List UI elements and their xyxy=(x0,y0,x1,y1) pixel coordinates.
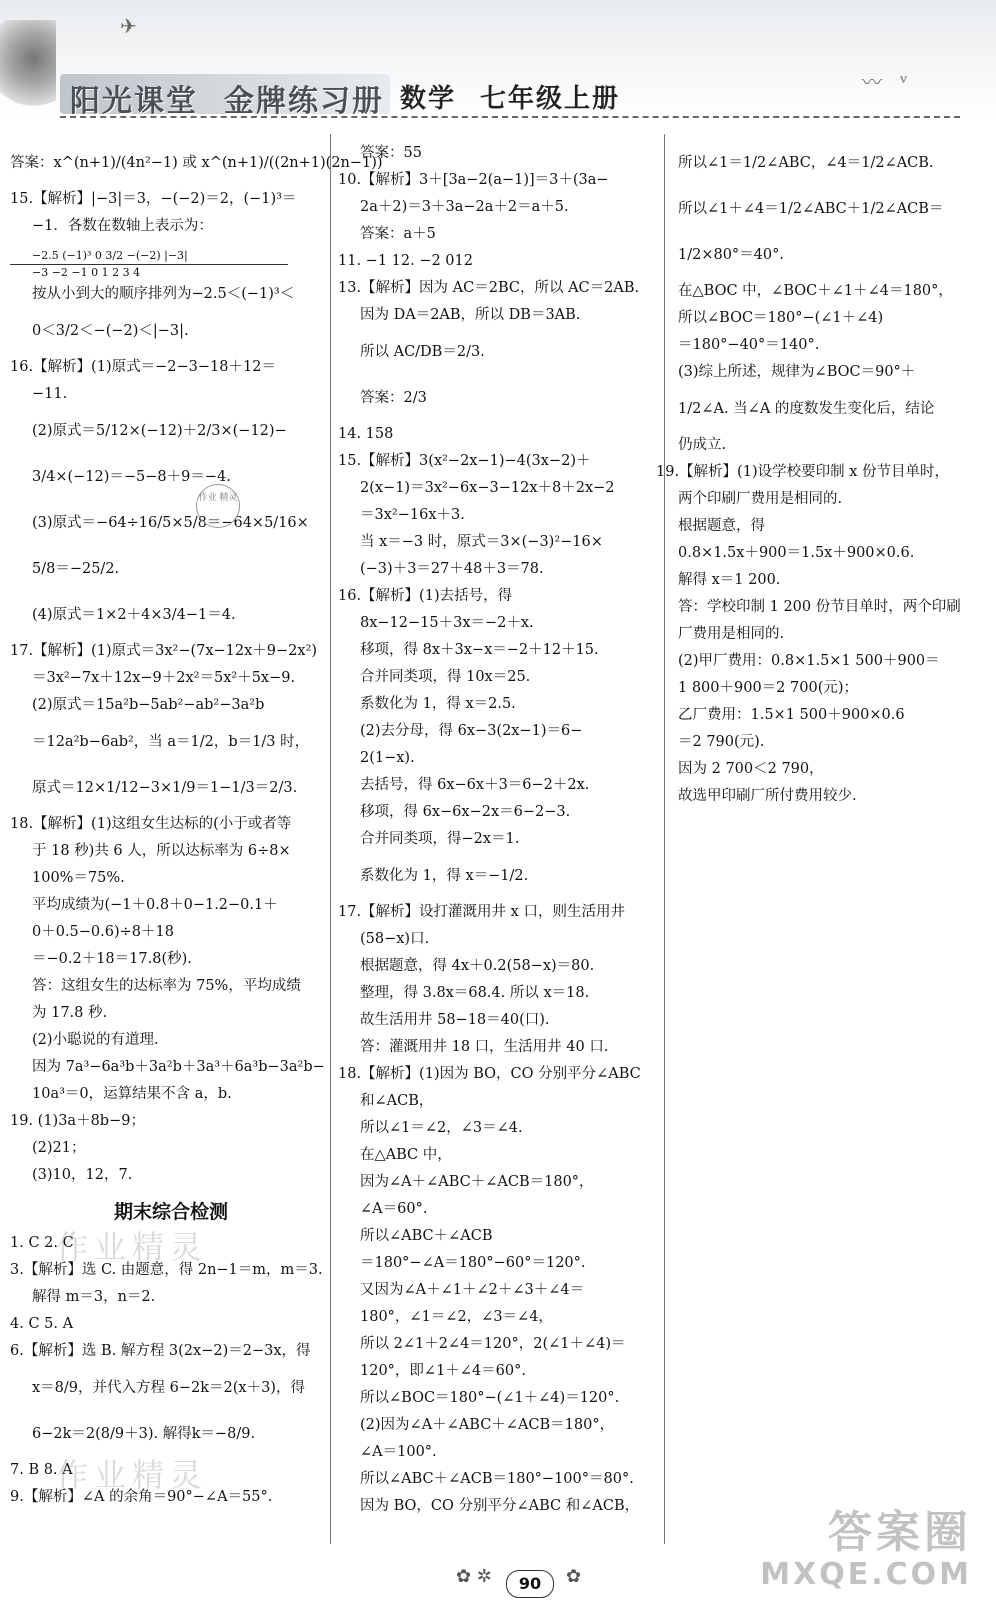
solution-line: 移项，得 6x−6x−2x＝6−2−3. xyxy=(360,804,571,820)
solution-line: 10.【解析】3＋[3a−2(a−1)]＝3＋(3a− xyxy=(338,172,609,188)
solution-line: ＝180°−40°＝140°. xyxy=(678,337,820,353)
solution-line: 又因为∠A＋∠1＋∠2＋∠3＋∠4＝ xyxy=(360,1282,585,1298)
solution-line: 0＜3/2＜−(−2)＜|−3|. xyxy=(32,323,189,339)
solution-line: (3)10，12，7. xyxy=(32,1167,133,1183)
grade-label: 七年级上册 xyxy=(480,84,621,114)
header-rule xyxy=(60,116,960,118)
solution-line: 去括号，得 6x−6x＋3＝6−2＋2x. xyxy=(360,777,590,793)
solution-line: 18.【解析】(1)这组女生达标的(小于或者等 xyxy=(10,816,292,832)
solution-line: 平均成绩为(−1＋0.8＋0−1.2−0.1＋ xyxy=(32,897,278,913)
solution-line: 厂费用是相同的. xyxy=(678,626,785,642)
solution-line: 180°，∠1＝∠2，∠3＝∠4， xyxy=(360,1309,553,1325)
solution-line: 所以∠1＝∠2，∠3＝∠4. xyxy=(360,1120,523,1136)
solution-line: 1/2×80°＝40°. xyxy=(678,247,784,263)
answer-line: 答案：a＋5 xyxy=(360,226,436,242)
solution-line: (2)甲厂费用：0.8×1.5×1 500＋900＝ xyxy=(678,653,940,669)
solution-line: 所以∠BOC＝180°−(∠1＋∠4) xyxy=(678,310,884,326)
solution-line: −1．各数在数轴上表示为： xyxy=(32,218,213,234)
solution-line: 因为 7a³−6a³b＋3a²b＋3a³＋6a³b−3a²b− xyxy=(32,1059,325,1075)
book-subject xyxy=(400,78,620,115)
solution-line: 合并同类项，得 10x＝25. xyxy=(360,669,531,685)
bird-icon: 〰 xyxy=(862,70,882,94)
solution-line: 16.【解析】(1)原式＝−2−3−18＋12＝ xyxy=(10,359,276,375)
solution-line: 19. (1)3a＋8b−9； xyxy=(10,1113,145,1129)
answer-line: 7. B 8. A xyxy=(10,1462,73,1478)
solution-line: 所以∠ABC＋∠ACB＝180°−100°＝80°. xyxy=(360,1471,634,1487)
watermark: 作业精灵 xyxy=(56,1228,209,1266)
solution-line: 合并同类项，得−2x＝1. xyxy=(360,831,520,847)
bird-icon: ᵛ xyxy=(900,70,908,94)
solution-line: 所以∠ABC＋∠ACB xyxy=(360,1228,493,1244)
solution-line: ∠A＝100°. xyxy=(360,1444,437,1460)
solution-line: 所以∠BOC＝180°−(∠1＋∠4)＝120°. xyxy=(360,1390,620,1406)
series-title-part2: 金牌练习册 xyxy=(224,84,384,119)
solution-line: 系数化为 1，得 x＝−1/2. xyxy=(360,868,529,884)
solution-line: (3)原式＝−64÷16/5×5/8＝−64×5/16× xyxy=(32,515,309,531)
solution-line: 0.8×1.5x＋900＝1.5x＋900×0.6. xyxy=(678,545,915,561)
flower-icon: ✿ xyxy=(566,1566,582,1587)
solution-line: 18.【解析】(1)因为 BO，CO 分别平分∠ABC xyxy=(338,1066,641,1082)
solution-line: (2)原式＝15a²b−5ab²−ab²−3a²b xyxy=(32,697,265,713)
solution-line: 0＋0.5−0.6)÷8＋18 xyxy=(32,924,174,940)
solution-line: 16.【解析】(1)去括号，得 xyxy=(338,588,513,604)
solution-line: 1/2∠A. 当∠A 的度数发生变化后，结论 xyxy=(678,401,935,417)
answer-line: 答案：x^(n+1)/(4n²−1) 或 x^(n+1)/((2n+1)(2n−1)) xyxy=(10,155,383,171)
solution-line: 3.【解析】选 C. 由题意，得 2n−1＝m，m＝3. xyxy=(10,1262,323,1278)
solution-line: 为 17.8 秒. xyxy=(32,1005,108,1021)
solution-line: 17.【解析】设打灌溉用井 x 口，则生活用井 xyxy=(338,904,625,920)
solution-line: ＝2 790(元). xyxy=(678,734,765,750)
header-illustration xyxy=(0,20,56,116)
solution-line: 所以 2∠1＋2∠4＝120°，2(∠1＋∠4)＝ xyxy=(360,1336,626,1352)
solution-line: 13.【解析】因为 AC＝2BC，所以 AC＝2AB. xyxy=(338,280,640,296)
column-middle xyxy=(338,140,656,1520)
solution-line: 原式＝12×1/12−3×1/9＝1−1/3＝2/3. xyxy=(32,780,298,796)
solution-line: 3/4×(−12)＝−5−8＋9＝−4. xyxy=(32,469,231,485)
series-title xyxy=(70,76,384,120)
number-line-labels: −2.5 (−1)³ 0 3/2 −(−2) |−3| xyxy=(32,249,188,262)
solution-line: −11. xyxy=(32,386,68,402)
paper-plane-icon: ✈ xyxy=(120,14,137,38)
solution-line: ＝3x²−16x＋3. xyxy=(360,507,465,523)
solution-line: 在△BOC 中，∠BOC＋∠1＋∠4＝180°， xyxy=(678,283,953,299)
solution-line: 5/8＝−25/2. xyxy=(32,561,120,577)
number-line-ticks: −3 −2 −1 0 1 2 3 4 xyxy=(10,264,288,281)
solution-line: 100%＝75%. xyxy=(32,870,125,886)
solution-line: 6−2k＝2(8/9＋3). 解得k＝−8/9. xyxy=(32,1426,256,1442)
solution-line: 故选甲印刷厂所付费用较少. xyxy=(678,788,857,804)
solution-line: 因为 DA＝2AB，所以 DB＝3AB. xyxy=(360,307,581,323)
solution-line: 两个印刷厂费用是相同的. xyxy=(678,491,843,507)
solution-line: 和∠ACB， xyxy=(360,1093,434,1109)
subject-label: 数学 xyxy=(400,84,457,114)
watermark-logo: 答案圈 xyxy=(828,1507,972,1558)
solution-line: 2(1−x). xyxy=(360,750,415,766)
solution-line: 2a＋2)＝3＋3a−2a＋2＝a＋5. xyxy=(360,199,569,215)
page-header xyxy=(0,0,996,118)
solution-line: 根据题意，得 4x＋0.2(58−x)＝80. xyxy=(360,958,595,974)
solution-line: 答：这组女生的达标率为 75%，平均成绩 xyxy=(32,978,301,994)
section-title: 期末综合检测 xyxy=(113,1201,228,1223)
column-right xyxy=(656,140,974,810)
solution-line: 所以 AC/DB＝2/3. xyxy=(360,344,485,360)
solution-line: 9.【解析】∠A 的余角＝90°−∠A＝55°. xyxy=(10,1489,273,1505)
solution-line: 所以∠1＋∠4＝1/2∠ABC＋1/2∠ACB＝ xyxy=(678,201,944,217)
solution-line: (2)因为∠A＋∠ABC＋∠ACB＝180°， xyxy=(360,1417,615,1433)
solution-line: ＝180°−∠A＝180°−60°＝120°. xyxy=(360,1255,586,1271)
solution-line: 因为 BO，CO 分别平分∠ABC 和∠ACB， xyxy=(360,1498,640,1514)
solution-line: 1 800＋900＝2 700(元)； xyxy=(678,680,859,696)
solution-line: 19.【解析】(1)设学校要印制 x 份节目单时， xyxy=(656,464,949,480)
solution-line: ＝3x²−7x＋12x−9＋2x²＝5x²＋5x−9. xyxy=(32,670,296,686)
solution-line: (2)21； xyxy=(32,1140,86,1156)
solution-line: 解得 m＝3，n＝2. xyxy=(32,1289,156,1305)
watermark-url: MXQE.COM xyxy=(760,1557,972,1592)
solution-line: 于 18 秒)共 6 人，所以达标率为 6÷8× xyxy=(32,843,291,859)
solution-line: ＝12a²b−6ab²，当 a＝1/2，b＝1/3 时， xyxy=(32,734,310,750)
solution-line: 在△ABC 中， xyxy=(360,1147,452,1163)
page-number: 90 xyxy=(506,1570,554,1598)
solution-line: x＝8/9，并代入方程 6−2k＝2(x＋3)，得 xyxy=(32,1380,305,1396)
solution-line: (3)综上所述，规律为∠BOC＝90°＋ xyxy=(678,364,916,380)
solution-line: 当 x＝−3 时，原式＝3×(−3)²−16× xyxy=(360,534,603,550)
solution-line: 整理，得 3.8x＝68.4. 所以 x＝18. xyxy=(360,985,590,1001)
solution-line: 6.【解析】选 B. 解方程 3(2x−2)＝2−3x，得 xyxy=(10,1343,311,1359)
solution-line: ∠A＝60°. xyxy=(360,1201,428,1217)
solution-line: ＝−0.2＋18＝17.8(秒). xyxy=(32,951,192,967)
answer-line: 1. C 2. C xyxy=(10,1235,74,1251)
solution-line: 答：学校印制 1 200 份节目单时，两个印刷 xyxy=(678,599,961,615)
solution-line: 15.【解析】|−3|＝3，−(−2)＝2，(−1)³＝ xyxy=(10,191,297,207)
solution-line: 按从小到大的顺序排列为−2.5＜(−1)³＜ xyxy=(32,286,295,302)
solution-line: 乙厂费用：1.5×1 500＋900×0.6 xyxy=(678,707,905,723)
column-divider xyxy=(664,134,665,1544)
solution-line: 因为 2 700＜2 790， xyxy=(678,761,824,777)
watermark: 作业精灵 xyxy=(56,1456,209,1494)
solution-line: (58−x)口. xyxy=(360,931,430,947)
solution-line: 所以∠1＝1/2∠ABC，∠4＝1/2∠ACB. xyxy=(678,155,934,171)
solution-line: 答：灌溉用井 18 口，生活用井 40 口. xyxy=(360,1039,609,1055)
flower-icon: ✿ ✲ xyxy=(456,1566,492,1587)
solution-line: 系数化为 1，得 x＝2.5. xyxy=(360,696,516,712)
solution-line: 解得 x＝1 200. xyxy=(678,572,781,588)
solution-line: 根据题意，得 xyxy=(678,518,765,534)
solution-line: 17.【解析】(1)原式＝3x²−(7x−12x＋9−2x²) xyxy=(10,643,318,659)
solution-line: (2)去分母，得 6x−3(2x−1)＝6− xyxy=(360,723,583,739)
series-title-part1: 阳光课堂 xyxy=(70,84,198,119)
answer-line: 4. C 5. A xyxy=(10,1316,74,1332)
answer-line: 答案：2/3 xyxy=(360,390,427,406)
solution-line: 10a³＝0，运算结果不含 a，b. xyxy=(32,1086,232,1102)
solution-line: (2)原式＝5/12×(−12)＋2/3×(−12)− xyxy=(32,423,287,439)
solution-line: 120°，即∠1＋∠4＝60°. xyxy=(360,1363,526,1379)
answer-line: 答案：55 xyxy=(360,145,422,161)
answer-line: 11. −1 12. −2 012 xyxy=(338,253,473,269)
answer-line: 14. 158 xyxy=(338,426,394,442)
solution-line: (4)原式＝1×2＋4×3/4−1＝4. xyxy=(32,607,236,623)
solution-line: 因为∠A＋∠ABC＋∠ACB＝180°， xyxy=(360,1174,594,1190)
solution-line: 故生活用井 58−18＝40(口). xyxy=(360,1012,550,1028)
solution-line: 8x−12−15＋3x＝−2＋x. xyxy=(360,615,534,631)
solution-line: 2(x−1)＝3x²−6x−3−12x＋8＋2x−2 xyxy=(360,480,615,496)
solution-line: (−3)＋3＝27＋48＋3＝78. xyxy=(360,561,544,577)
solution-line: 15.【解析】3(x²−2x−1)−4(3x−2)＋ xyxy=(338,453,591,469)
solution-line: (2)小聪说的有道理. xyxy=(32,1032,159,1048)
stamp: 作业 精灵 xyxy=(196,484,240,528)
solution-line: 仍成立. xyxy=(678,437,727,453)
solution-line: 移项，得 8x＋3x−x＝−2＋12＋15. xyxy=(360,642,599,658)
